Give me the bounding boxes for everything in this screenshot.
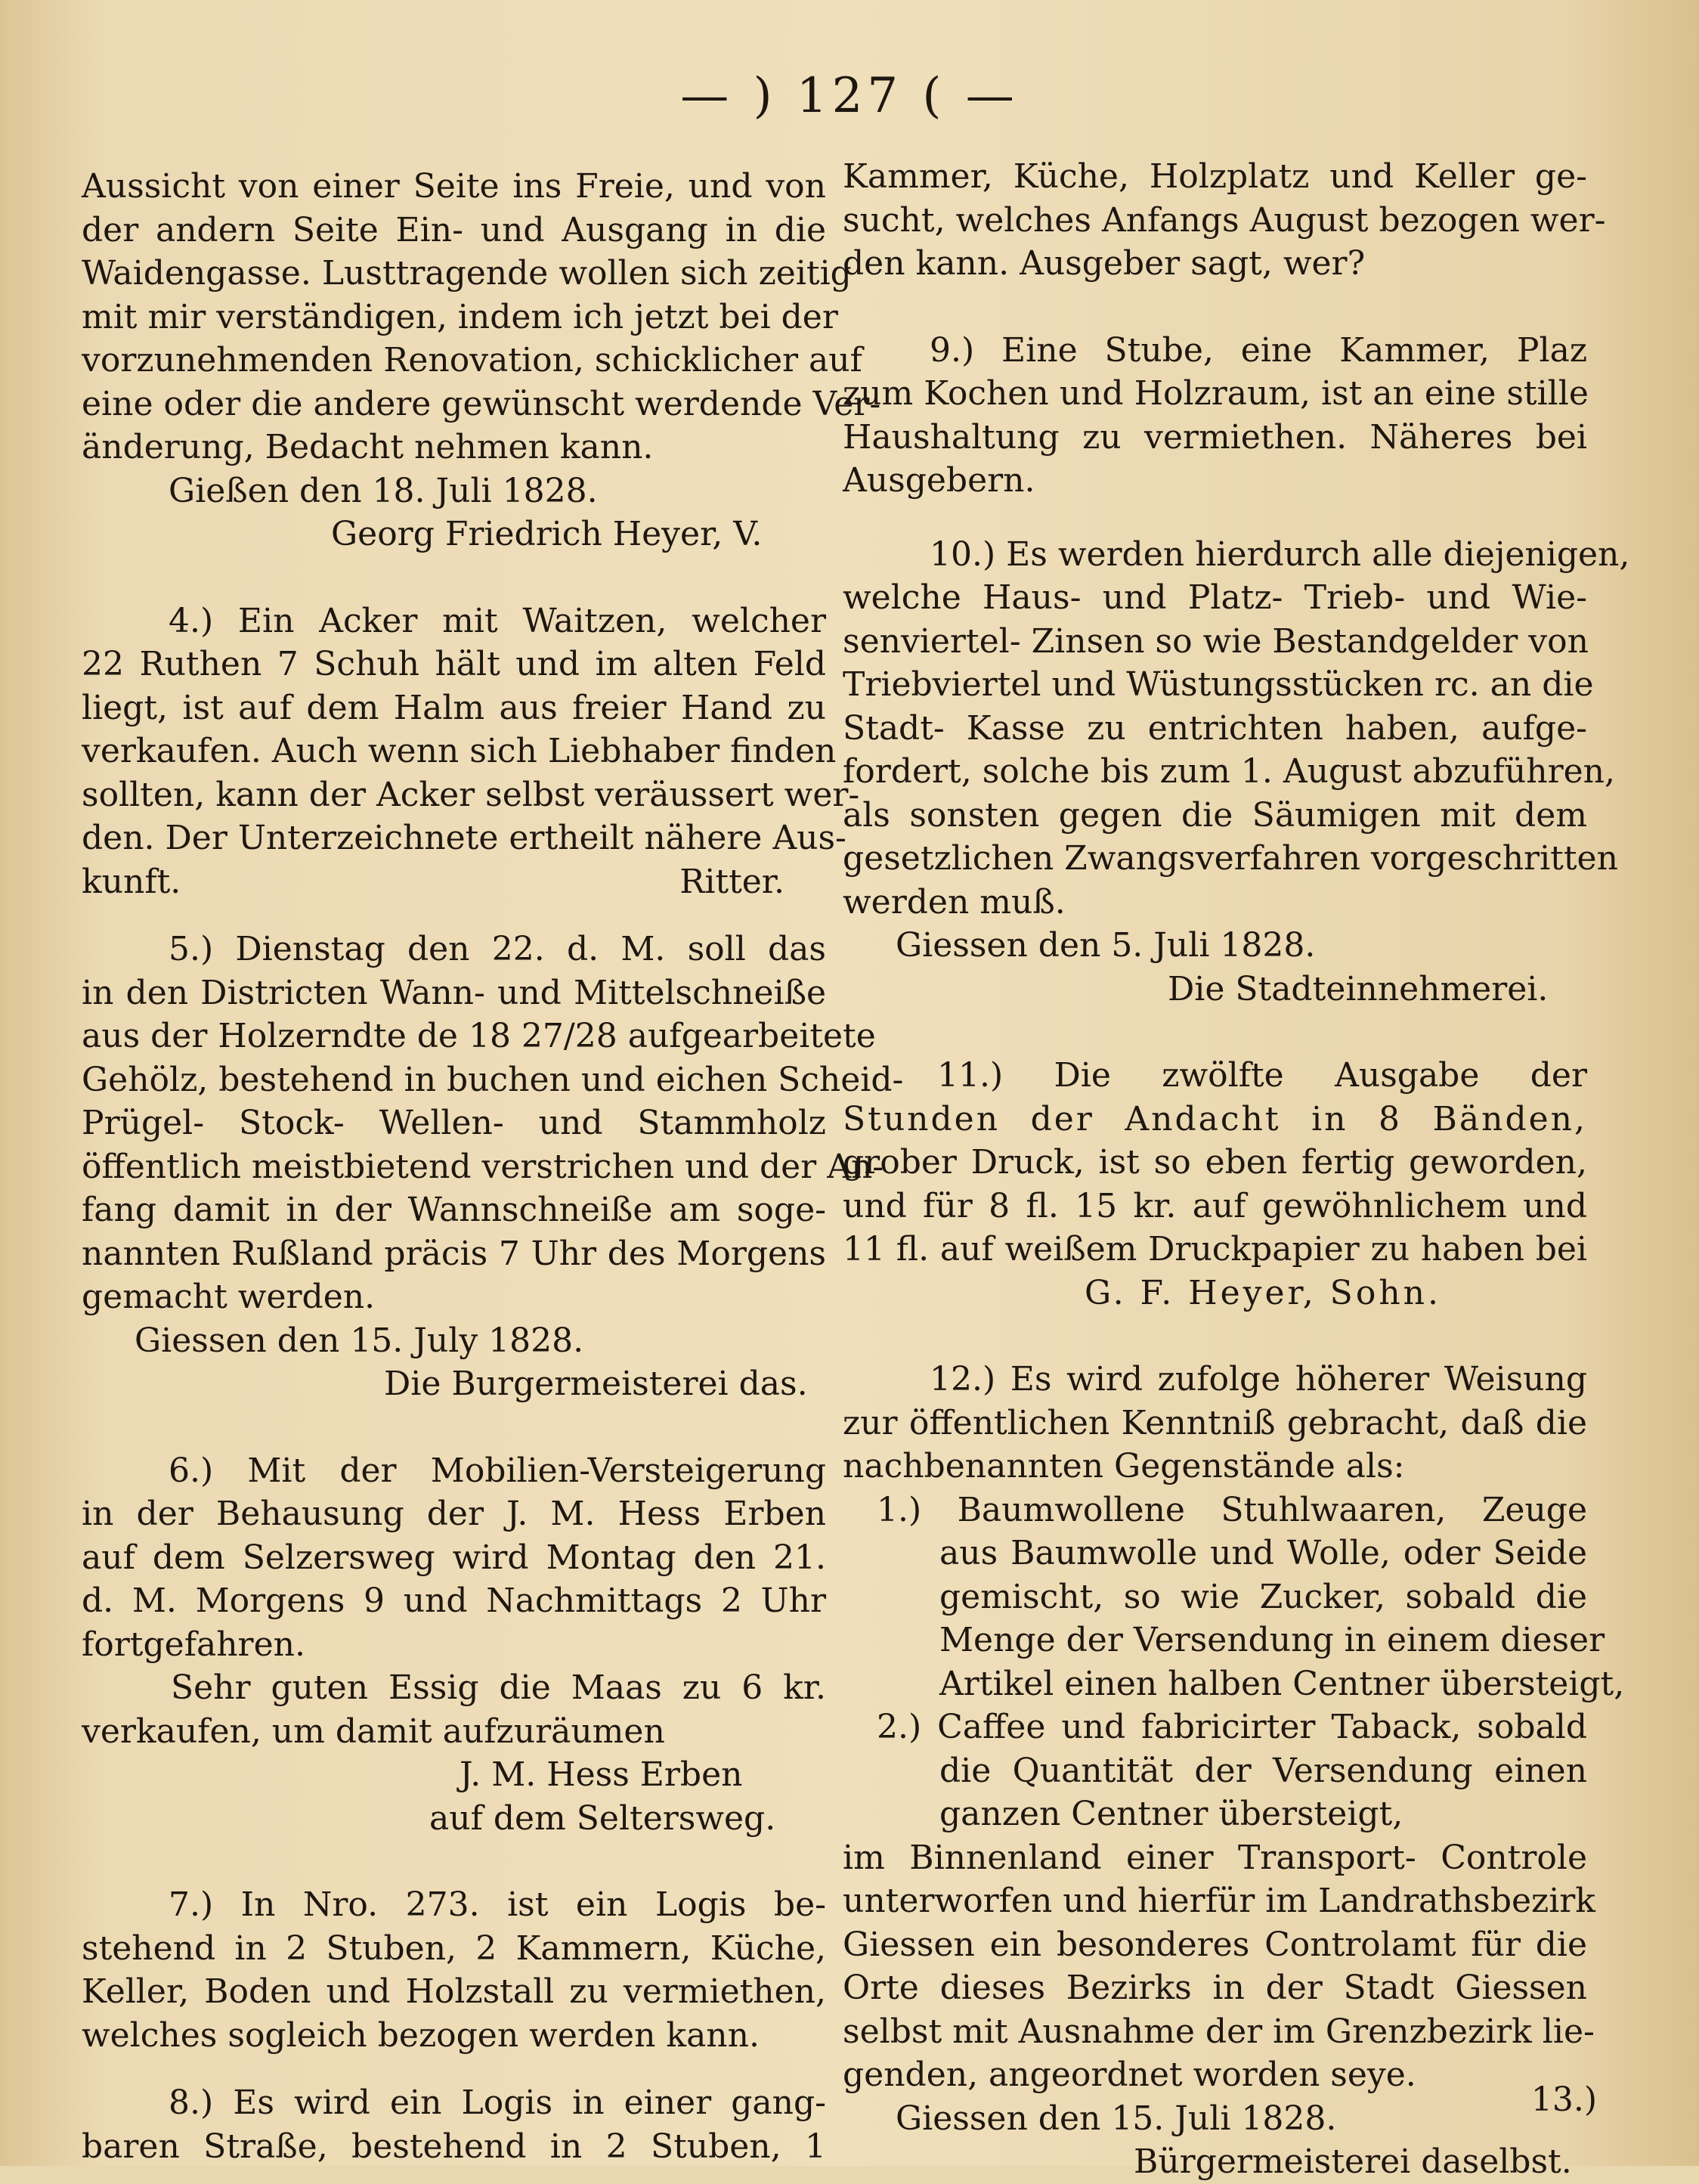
text-line: zur öffentlichen Kenntniß gebracht, daß die — [843, 1403, 1587, 1442]
text-line: den kann. Ausgeber sagt, wer? — [843, 244, 1366, 283]
entry-signature: Bürgermeisterei daselbst. — [1134, 2142, 1572, 2181]
text-line: Orte dieses Bezirks in der Stadt Giessen — [843, 1969, 1587, 2007]
right-column — [843, 155, 1630, 2184]
text-line: mit mir verständigen, indem ich jetzt bei der — [82, 297, 838, 336]
text-line: Haushaltung zu vermiethen. Näheres bei — [843, 417, 1587, 457]
text-line: unterworfen und hierfür im Landrathsbezirk — [843, 1882, 1595, 1920]
entry-signature: Ritter. — [679, 862, 785, 901]
text-line: aus Baumwolle und Wolle, oder Seide — [939, 1534, 1587, 1572]
text-line: der andern Seite Ein- und Ausgang in die — [82, 210, 826, 249]
text-line: sucht, welches Anfangs August bezogen wer- — [843, 200, 1606, 240]
text-line: verkaufen, um damit aufzuräumen — [82, 1712, 665, 1751]
entry-date: Giessen den 15. July 1828. — [135, 1321, 584, 1360]
text-line: 10.) Es werden hierdurch alle diejenigen, — [930, 534, 1630, 574]
entry-date: Gießen den 18. Juli 1828. — [169, 471, 598, 510]
text-line: 11.) Die zwölfte Ausgabe der — [937, 1056, 1587, 1095]
text-line: nannten Rußland präcis 7 Uhr des Morgens — [82, 1234, 826, 1273]
text-line: Sehr guten Essig die Maas zu 6 kr. — [171, 1668, 826, 1707]
entry-6 — [82, 1449, 826, 1841]
text-line: änderung, Bedacht nehmen kann. — [82, 428, 654, 466]
entry-3-continuation — [82, 165, 881, 556]
text-line: gesetzlichen Zwangsverfahren vorgeschritten — [843, 839, 1618, 878]
text-line: 1.) Baumwollene Stuhlwaaren, Zeuge — [877, 1490, 1587, 1529]
text-line: senviertel- Zinsen so wie Bestandgelder von — [843, 621, 1589, 661]
text-line: in den Districten Wann- und Mittelschneiße — [82, 973, 826, 1012]
text-line: grober Druck, ist so eben fertig geworden, — [843, 1143, 1587, 1182]
text-line: gemischt, so wie Zucker, sobald die — [939, 1577, 1587, 1616]
text-line: eine oder die andere gewünscht werdende Ver- — [82, 384, 881, 423]
text-line: kunft. — [82, 862, 181, 901]
entry-9 — [843, 329, 1587, 503]
text-line: fordert, solche bis zum 1. August abzuführen, — [843, 752, 1615, 791]
text-line: Prügel- Stock- Wellen- und Stammholz — [82, 1104, 826, 1142]
text-line: Kammer, Küche, Holzplatz und Keller ge- — [843, 157, 1587, 196]
list-item-1 — [843, 1489, 1625, 1706]
left-column — [82, 165, 904, 2168]
text-line: 5.) Dienstag den 22. d. M. soll das — [169, 930, 826, 968]
text-line: sollten, kann der Acker selbst veräussert wer- — [82, 775, 860, 814]
entry-12 — [843, 1358, 1625, 2184]
text-line: 9.) Eine Stube, eine Kammer, Plaz — [930, 330, 1587, 370]
text-line: Stadt- Kasse zu entrichten haben, aufge- — [843, 708, 1587, 748]
text-line: fortgefahren. — [82, 1625, 305, 1664]
entry-signature: G. F. Heyer, Sohn. — [1085, 1273, 1441, 1312]
text-line: fang damit in der Wannschneiße am soge- — [82, 1191, 826, 1229]
text-line: 4.) Ein Acker mit Waitzen, welcher — [169, 601, 826, 640]
text-line: werden muß. — [843, 882, 1066, 922]
page-number: — ) 127 ( — — [680, 68, 1019, 124]
text-line: aus der Holzerndte de 18 27/28 aufgearbeitete — [82, 1017, 876, 1055]
text-line: 8.) Es wird ein Logis in einer gang- — [169, 2083, 826, 2122]
text-line: im Binnenland einer Transport- Controle — [843, 1838, 1587, 1877]
text-line: welche Haus- und Platz- Trieb- und Wie- — [843, 578, 1587, 617]
text-line: Triebviertel und Wüstungsstücken rc. an die — [843, 665, 1594, 704]
text-line: als sonsten gegen die Säumigen mit dem — [843, 795, 1587, 835]
text-line: baren Straße, bestehend in 2 Stuben, 1 — [82, 2127, 826, 2166]
text-line: Keller, Boden und Holzstall zu vermiethen, — [82, 1972, 826, 2011]
text-line: Stunden der Andacht in 8 Bänden, — [843, 1099, 1587, 1138]
list-item-2 — [843, 1705, 1587, 1836]
text-line: Artikel einen halben Centner übersteigt, — [939, 1664, 1625, 1703]
catchword: 13.) — [1530, 2080, 1597, 2119]
text-line: verkaufen. Auch wenn sich Liebhaber finden — [82, 732, 837, 770]
text-line: zum Kochen und Holzraum, ist an eine stille — [843, 374, 1589, 413]
text-line: Ausgebern. — [843, 461, 1035, 500]
entry-signature: auf dem Seltersweg. — [429, 1798, 776, 1838]
text-line: 22 Ruthen 7 Schuh hält und im alten Feld — [82, 645, 826, 683]
text-line: 11 fl. auf weißem Druckpapier zu haben bei — [843, 1230, 1587, 1269]
text-line: 6.) Mit der Mobilien-Versteigerung — [169, 1451, 826, 1490]
text-line: gemacht werden. — [82, 1278, 376, 1316]
text-line: auf dem Selzersweg wird Montag den 21. — [82, 1538, 826, 1577]
entry-10 — [843, 533, 1630, 1011]
entry-11 — [843, 1054, 1587, 1315]
entry-8-continuation — [843, 155, 1606, 286]
entry-7 — [82, 1883, 826, 2057]
text-line: vorzunehmenden Renovation, schicklicher auf — [82, 341, 862, 379]
text-line: Aussicht von einer Seite ins Freie, und von — [82, 167, 826, 206]
text-line: ganzen Centner übersteigt, — [939, 1795, 1403, 1833]
text-line: 2.) Caffee und fabricirter Taback, sobald — [877, 1708, 1587, 1746]
text-line: Menge der Versendung in einem dieser — [939, 1621, 1605, 1659]
entry-date: Giessen den 5. Juli 1828. — [896, 926, 1316, 965]
entry-8 — [82, 2081, 826, 2168]
text-line: genden, angeordnet worden seye. — [843, 2055, 1416, 2094]
text-line: und für 8 fl. 15 kr. auf gewöhnlichem und — [843, 1186, 1587, 1225]
entry-signature: Georg Friedrich Heyer, V. — [331, 515, 763, 553]
entry-4 — [82, 599, 860, 904]
entry-signature: J. M. Hess Erben — [460, 1755, 743, 1794]
text-line: den. Der Unterzeichnete ertheilt nähere Aus- — [82, 819, 846, 857]
text-line: d. M. Morgens 9 und Nachmittags 2 Uhr — [82, 1581, 826, 1620]
text-line: liegt, ist auf dem Halm aus freier Hand zu — [82, 688, 826, 727]
text-line: Gehölz, bestehend in buchen und eichen Scheid- — [82, 1060, 904, 1099]
text-line: selbst mit Ausnahme der im Grenzbezirk lie- — [843, 2012, 1595, 2051]
text-line: in der Behausung der J. M. Hess Erben — [82, 1495, 826, 1533]
text-line: welches sogleich bezogen werden kann. — [82, 2015, 760, 2055]
text-line: Giessen ein besonderes Controlamt für die — [843, 1925, 1587, 1964]
entry-signature: Die Burgermeisterei das. — [384, 1365, 808, 1403]
page-header — [0, 68, 1699, 136]
text-line: die Quantität der Versendung einen — [939, 1751, 1587, 1790]
text-line: 12.) Es wird zufolge höherer Weisung — [930, 1360, 1587, 1399]
text-line: öffentlich meistbietend verstrichen und der An- — [82, 1147, 884, 1186]
entry-signature: Die Stadteinnehmerei. — [1168, 969, 1549, 1008]
text-line: stehend in 2 Stuben, 2 Kammern, Küche, — [82, 1928, 826, 1968]
text-line: 7.) In Nro. 273. ist ein Logis be- — [169, 1885, 826, 1924]
text-line: Waidengasse. Lusttragende wollen sich zeitig — [82, 254, 852, 293]
text-line: nachbenannten Gegenstände als: — [843, 1447, 1405, 1485]
entry-date: Giessen den 15. Juli 1828. — [896, 2099, 1337, 2138]
entry-5 — [82, 928, 904, 1406]
